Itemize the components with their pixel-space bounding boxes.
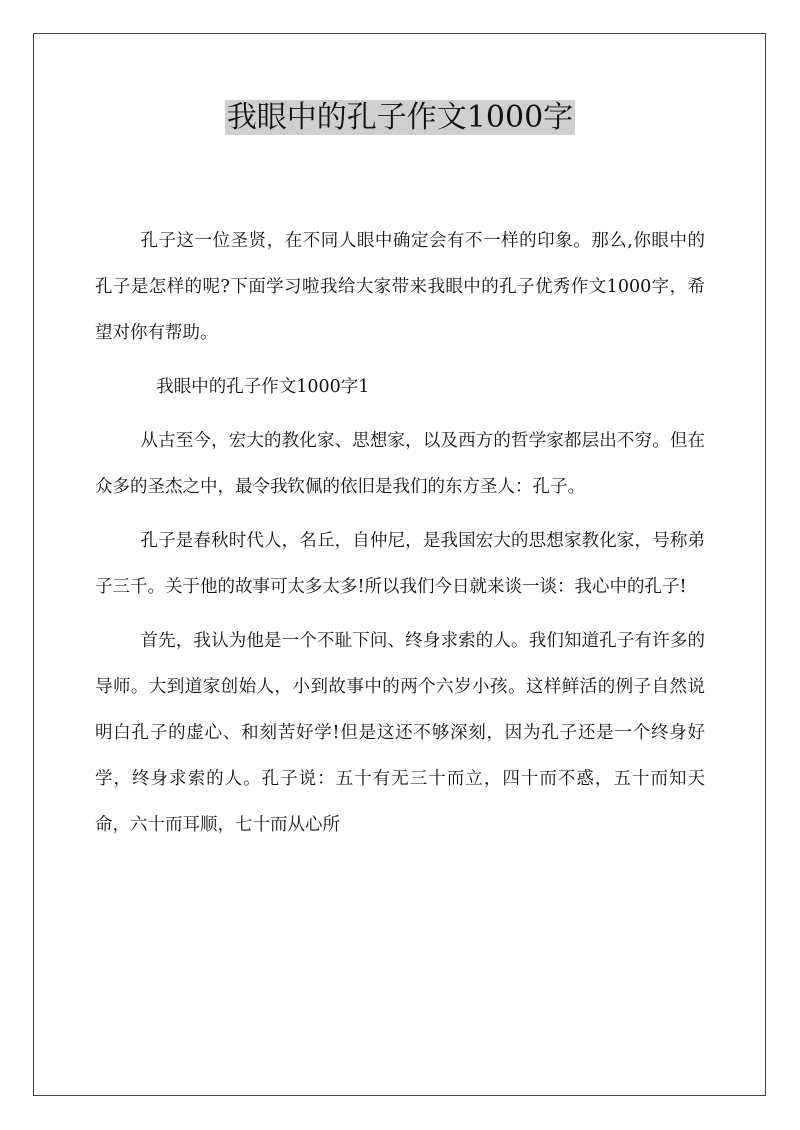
paragraph-intro: 孔子这一位圣贤，在不同人眼中确定会有不一样的印象。那么,你眼中的孔子是怎样的呢?下面学习啦我给大家带来我眼中的孔子优秀作文1000字，希望对你有帮助。 (95, 231, 705, 343)
paragraph-2: 孔子是春秋时代人，名丘，自仲尼，是我国宏大的思想家教化家，号称弟子三千。关于他的故事可太多太多!所以我们今日就来谈一谈：我心中的孔子! (95, 531, 705, 597)
paragraph-3: 首先，我认为他是一个不耻下问、终身求索的人。我们知道孔子有许多的导师。大到道家创始人，小到故事中的两个六岁小孩。这样鲜活的例子自然说明白孔子的虚心、和刻苦好学!但是这还不够深刻，因为孔子还是一个终身好学，终身求索的人。孔子说：五十有无三十而立，四十而不惑，五十而知天命，六十而耳顺，七十而从心所 (95, 631, 705, 835)
essay-subtitle: 我眼中的孔子作文1000字1 (156, 377, 370, 397)
document-body (95, 218, 705, 856)
document-title-text: 我眼中的孔子作文1000字 (226, 100, 574, 135)
paragraph-1: 从古至今，宏大的教化家、思想家，以及西方的哲学家都层出不穷。但在众多的圣杰之中，最令我钦佩的依旧是我们的东方圣人：孔子。 (95, 431, 705, 497)
document-title (0, 98, 800, 138)
